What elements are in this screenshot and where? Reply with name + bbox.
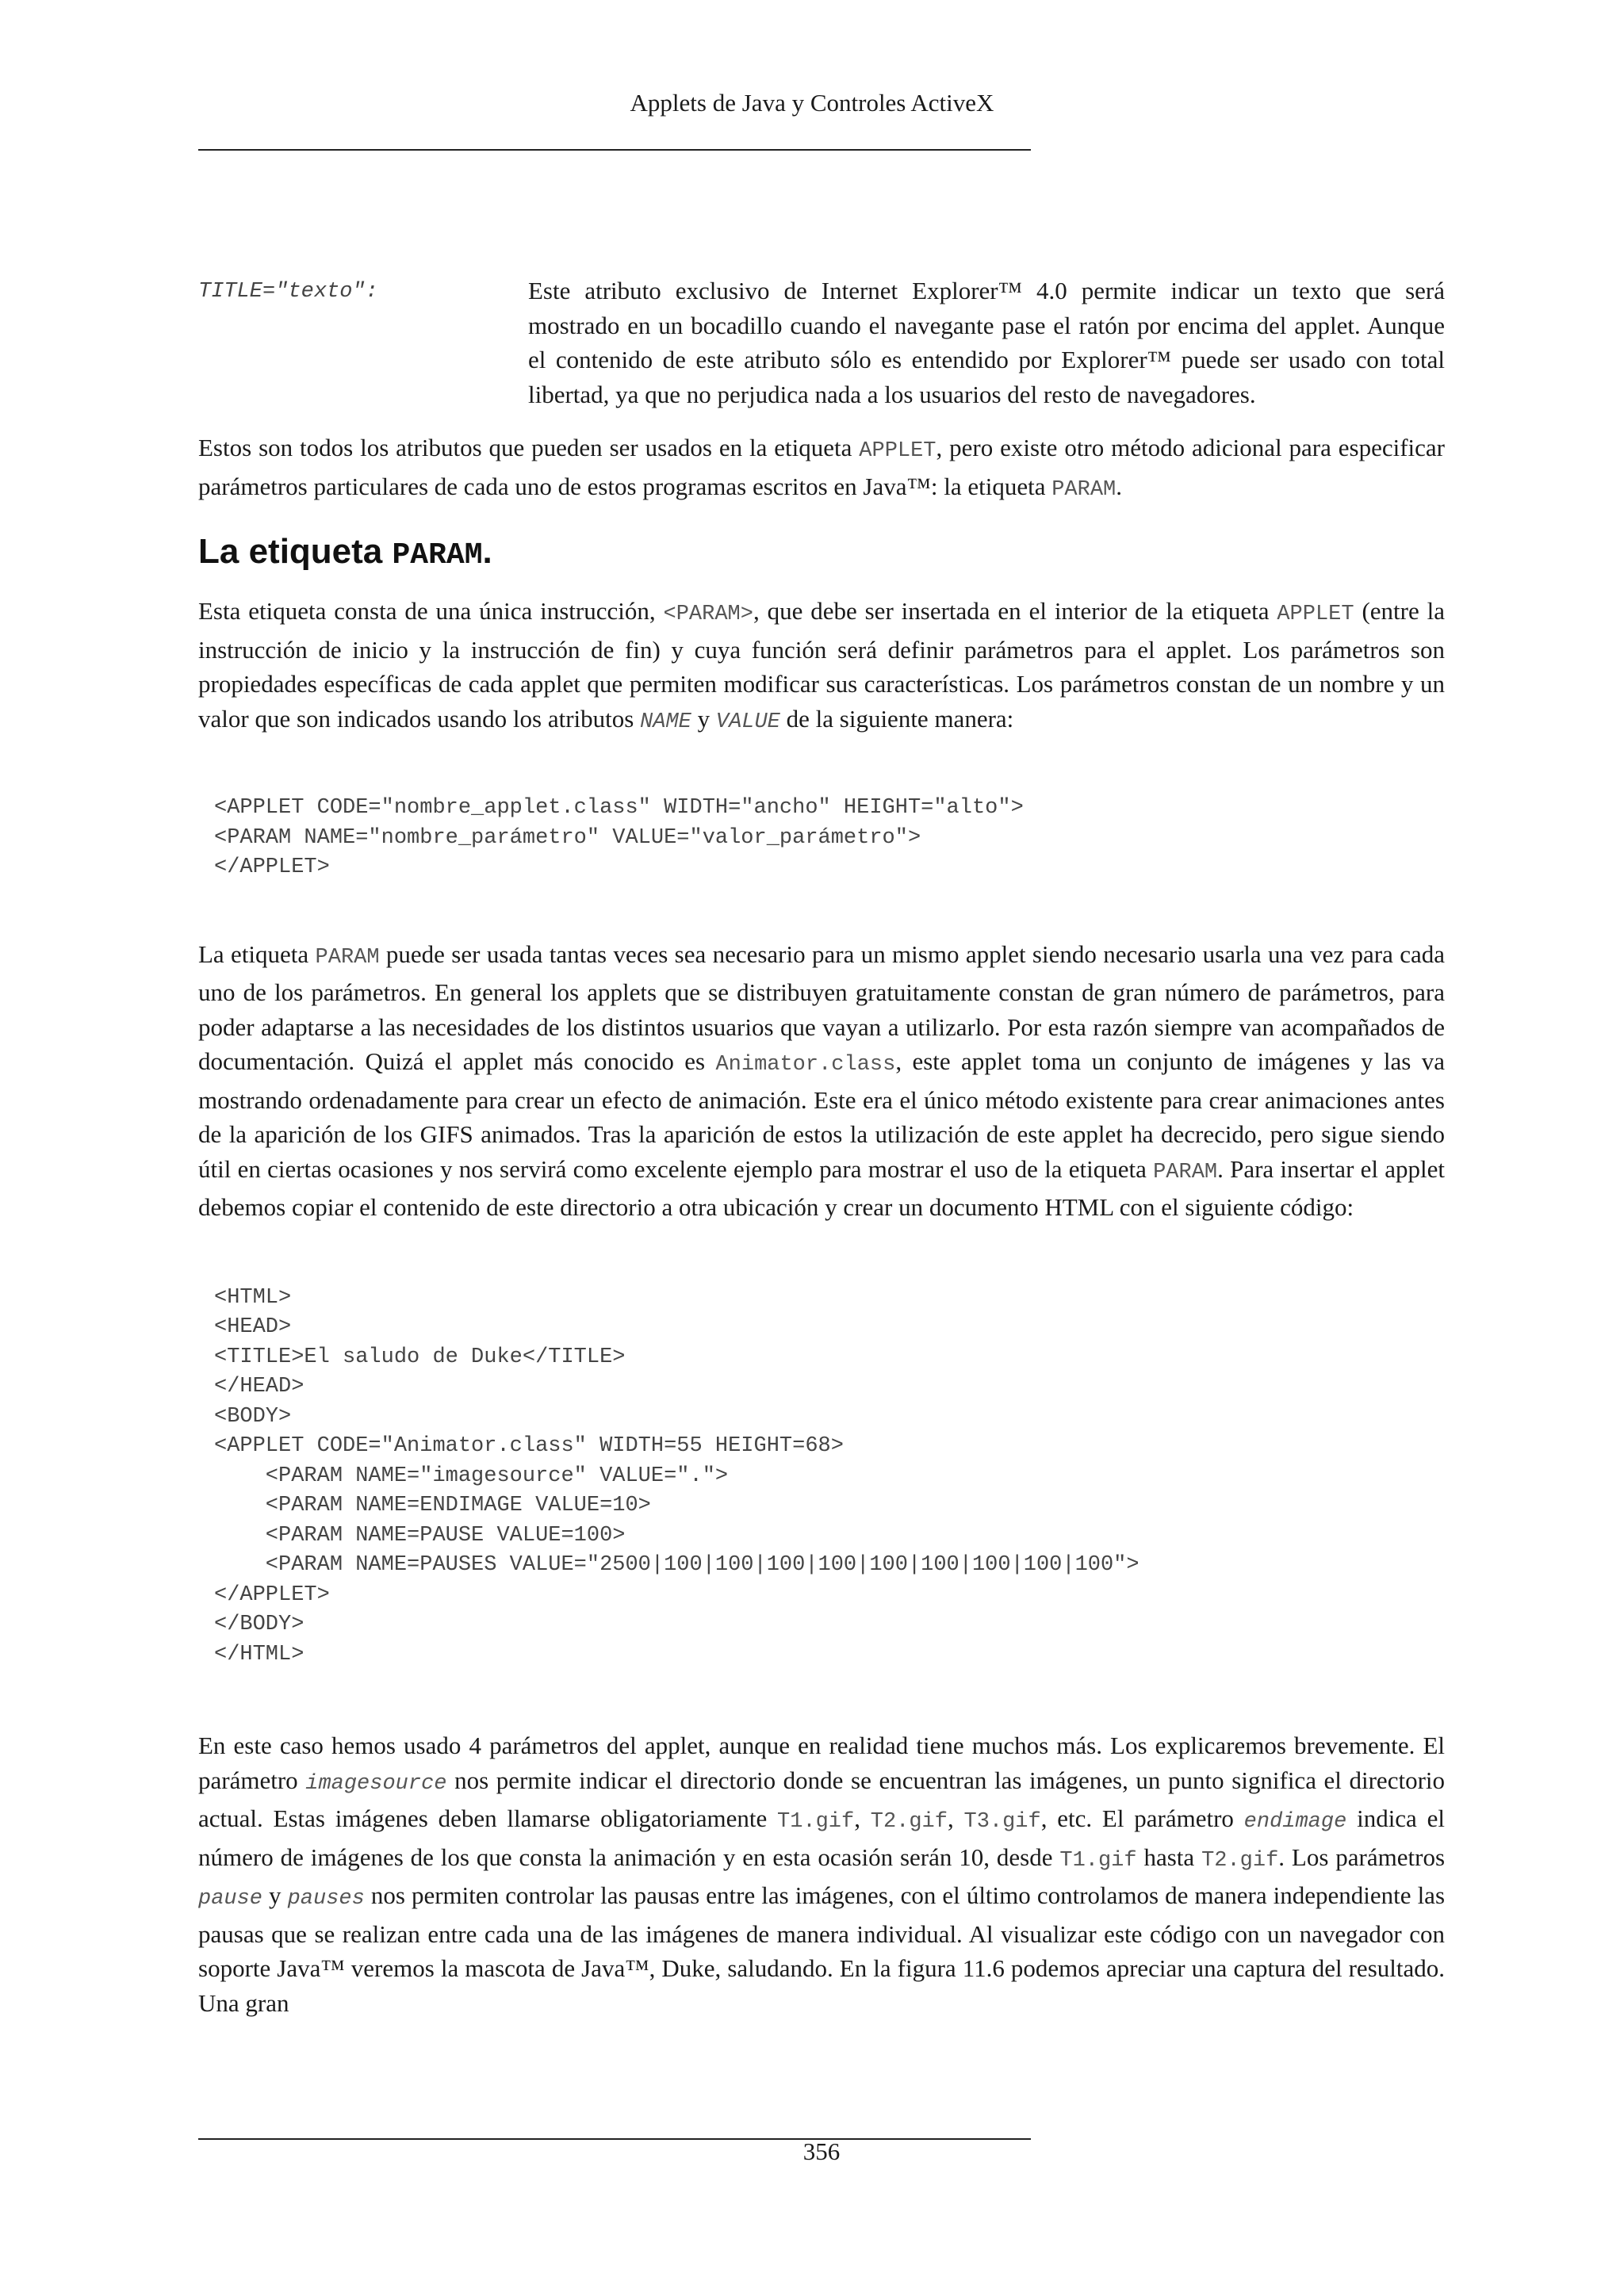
paragraph-parameters-explained bbox=[198, 1728, 1445, 2020]
heading-text: La etiqueta bbox=[198, 532, 393, 571]
intro-paragraph bbox=[198, 430, 1445, 507]
definition-term: TITLE="texto": bbox=[198, 280, 378, 304]
text-run: , etc. El parámetro bbox=[1040, 1804, 1244, 1832]
text-run: , pero existe otro método adicional para especificar parámetros particulares de cada uno de estos programas escritos en Java™: la etiqueta bbox=[198, 434, 1445, 500]
inline-code: pause bbox=[198, 1887, 263, 1911]
inline-code: PARAM bbox=[315, 945, 380, 970]
text-run: , este applet toma un conjunto de imágenes y las va mostrando ordenadamente para crear un efecto de animación. Este era el único método existente para crear animaciones antes de la aparición de los GIFS animados. Tras la aparición de estos la utilización de este applet ha decrecido, pero sigue siendo útil en ciertas ocasiones y nos servirá como excelente ejemplo para mostrar el uso de la etiqueta bbox=[198, 1047, 1446, 1183]
text-run: . bbox=[1116, 472, 1122, 500]
code-block-html-example: <HTML> <HEAD> <TITLE>El saludo de Duke</TITLE> </HEAD> <BODY> <APPLET CODE="Animator.class" WIDTH=55 HEIGHT=68> <PARAM NAME="imagesource" VALUE="."> <PARAM NAME=ENDIMAGE VALUE=10> <PARAM NAME=PAUSE VALUE=100> <PARAM NAME=PAUSES VALUE="2500|100|100|100|100|100|100|100|100|100"> </APPLET> </BODY> </HTML> bbox=[214, 1285, 1139, 1667]
inline-code: <PARAM> bbox=[663, 603, 753, 626]
text-run: puede ser usada tantas veces sea necesario para un mismo applet siendo necesario usarla una vez para cada uno de los parámetros. En general los applets que se distribuyen gratuitamente constan de gran número de parámetros, para poder adaptarse a las necesidades de los distintos usuarios que vayan a utilizarlo. Por esta razón siempre van acompañados de documentación. Quizá el applet más conocido es bbox=[198, 939, 1445, 1075]
inline-code: endimage bbox=[1243, 1810, 1347, 1834]
inline-code: T1.gif bbox=[777, 1810, 855, 1834]
definition-description: Este atributo exclusivo de Internet Explorer™ 4.0 permite indicar un texto que será mostrado en un bocadillo cuando el navegante pase el ratón por encima del applet. Aunque el contenido de este atributo sólo es entendido por Explorer™ puede ser usado con total libertad, ya que no perjudica nada a los usuarios del resto de navegadores. bbox=[528, 277, 1445, 408]
inline-code: NAME bbox=[640, 710, 691, 734]
text-run: y bbox=[262, 1881, 288, 1909]
text-run: nos permite indicar el directorio donde se encuentran las imágenes, un punto significa el directorio actual. Estas imágenes deben llamarse obligatoriamente bbox=[198, 1766, 1446, 1832]
inline-code: T2.gif bbox=[1201, 1848, 1279, 1873]
running-header: Applets de Java y Controles ActiveX bbox=[630, 89, 994, 117]
definition-list bbox=[198, 274, 1445, 411]
code-block-applet-syntax: <APPLET CODE="nombre_applet.class" WIDTH="ancho" HEIGHT="alto"> <PARAM NAME="nombre_parámetro" VALUE="valor_parámetro"> </APPLET> bbox=[214, 796, 1024, 879]
page-content bbox=[198, 274, 1445, 2020]
section-heading bbox=[198, 530, 1445, 578]
header-rule bbox=[198, 149, 1031, 151]
text-run: Esta etiqueta consta de una única instrucción, bbox=[198, 597, 664, 625]
inline-code: APPLET bbox=[1277, 603, 1354, 626]
text-run: La etiqueta bbox=[198, 939, 316, 968]
text-run: En este caso hemos usado 4 parámetros del applet, aunque en realidad tiene muchos más. Los explicaremos brevemente. El parámetro bbox=[198, 1732, 1445, 1794]
inline-code: imagesource bbox=[305, 1771, 447, 1796]
text-run: , bbox=[854, 1804, 871, 1832]
text-run: nos permiten controlar las pausas entre las imágenes, con el último controlamos de manera independiente las pausas que se realizan entre cada una de las imágenes de manera individual. Al visualizar este código con un navegador con soporte Java™ veremos la mascota de Java™, Duke, saludando. En la figura 11.6 podemos apreciar una captura del resultado. Una gran bbox=[198, 1881, 1446, 2017]
inline-code: APPLET bbox=[859, 439, 936, 463]
text-run: Estos son todos los atributos que pueden ser usados en la etiqueta bbox=[198, 434, 860, 461]
text-run: de la siguiente manera: bbox=[779, 704, 1014, 733]
text-run: hasta bbox=[1136, 1843, 1202, 1871]
inline-code: T1.gif bbox=[1059, 1848, 1137, 1873]
inline-code: PARAM bbox=[1153, 1160, 1218, 1184]
heading-code: PARAM bbox=[392, 538, 483, 572]
text-run: (entre la instrucción de inicio y la instrucción de fin) y cuya función será definir parámetros para el applet. Los parámetros son propiedades específicas de cada applet que permiten modificar sus características. Los parámetros constan de un nombre y un valor que son indicados usando los atributos bbox=[198, 597, 1445, 733]
paragraph-animator bbox=[198, 937, 1445, 1225]
inline-code: PARAM bbox=[1051, 477, 1116, 502]
heading-end: . bbox=[482, 532, 492, 571]
text-run: . Los parámetros bbox=[1278, 1843, 1446, 1871]
inline-code: T3.gif bbox=[963, 1810, 1041, 1834]
text-run: , que debe ser insertada en el interior de la etiqueta bbox=[753, 597, 1277, 625]
inline-code: T2.gif bbox=[870, 1810, 948, 1834]
text-run: . Para insertar el applet debemos copiar el contenido de este directorio a otra ubicación y crear un documento HTML con el siguiente código: bbox=[198, 1154, 1446, 1221]
paragraph-param-description bbox=[198, 594, 1445, 740]
text-run: indica el número de imágenes de los que consta la animación y en esta ocasión serán 10, desde bbox=[198, 1804, 1445, 1871]
inline-code: VALUE bbox=[715, 710, 780, 734]
page-number: 356 bbox=[802, 2137, 841, 2165]
text-run: y bbox=[691, 704, 716, 733]
text-run: , bbox=[947, 1804, 964, 1832]
inline-code: Animator.class bbox=[715, 1053, 896, 1077]
inline-code: pauses bbox=[287, 1887, 365, 1911]
